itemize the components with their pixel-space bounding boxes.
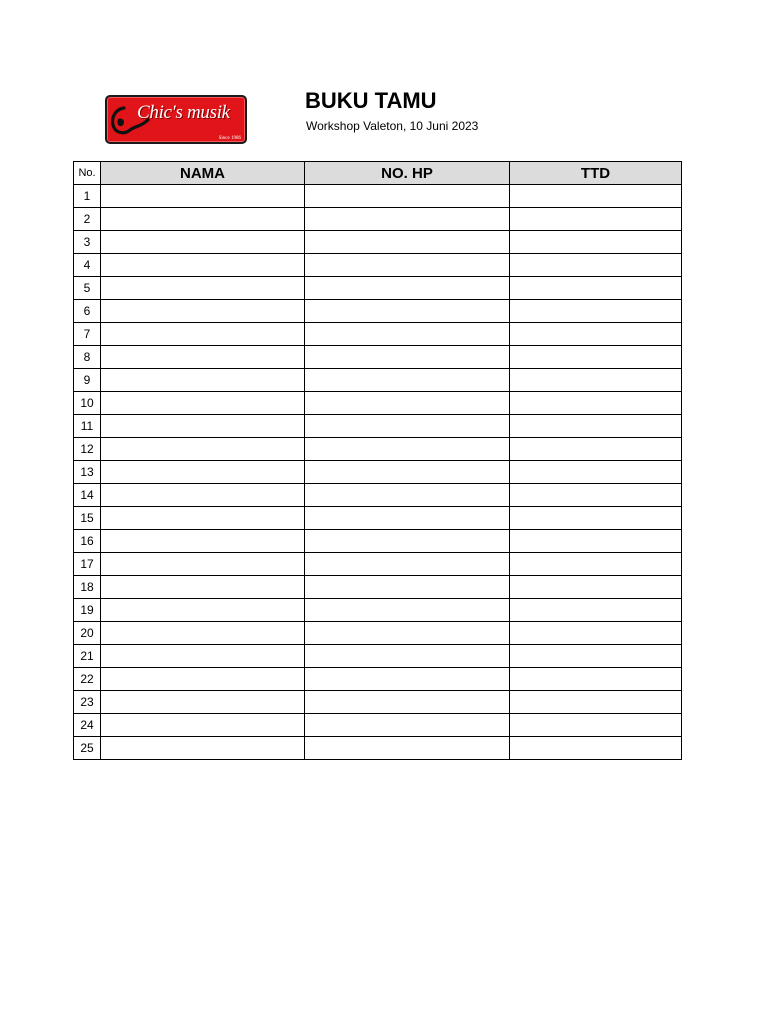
- row-number: 25: [74, 737, 101, 760]
- nama-cell[interactable]: [101, 323, 305, 346]
- nama-cell[interactable]: [101, 599, 305, 622]
- row-number: 3: [74, 231, 101, 254]
- table-row: [74, 461, 682, 484]
- row-number: 11: [74, 415, 101, 438]
- no-hp-cell[interactable]: [305, 668, 510, 691]
- table-row: [74, 346, 682, 369]
- no-hp-cell[interactable]: [305, 392, 510, 415]
- table-row: [74, 507, 682, 530]
- no-hp-cell[interactable]: [305, 208, 510, 231]
- table-row: [74, 599, 682, 622]
- table-row: [74, 392, 682, 415]
- no-hp-cell[interactable]: [305, 461, 510, 484]
- ttd-cell[interactable]: [510, 576, 682, 599]
- no-hp-cell[interactable]: [305, 622, 510, 645]
- ttd-cell[interactable]: [510, 484, 682, 507]
- logo-wordmark: Chic's musik: [137, 102, 230, 123]
- table-row: [74, 668, 682, 691]
- row-number: 5: [74, 277, 101, 300]
- row-number: 19: [74, 599, 101, 622]
- ttd-cell[interactable]: [510, 461, 682, 484]
- row-number: 9: [74, 369, 101, 392]
- row-number: 7: [74, 323, 101, 346]
- no-hp-cell[interactable]: [305, 484, 510, 507]
- logo-since: Since 1986: [218, 136, 241, 141]
- ttd-cell[interactable]: [510, 277, 682, 300]
- table-row: [74, 622, 682, 645]
- nama-cell[interactable]: [101, 300, 305, 323]
- nama-cell[interactable]: [101, 392, 305, 415]
- table-row: [74, 645, 682, 668]
- no-hp-cell[interactable]: [305, 254, 510, 277]
- nama-cell[interactable]: [101, 346, 305, 369]
- ttd-cell[interactable]: [510, 323, 682, 346]
- table-row: [74, 254, 682, 277]
- ttd-cell[interactable]: [510, 346, 682, 369]
- row-number: 2: [74, 208, 101, 231]
- nama-cell[interactable]: [101, 484, 305, 507]
- table-row: [74, 185, 682, 208]
- row-number: 10: [74, 392, 101, 415]
- nama-cell[interactable]: [101, 737, 305, 760]
- ttd-cell[interactable]: [510, 737, 682, 760]
- ttd-cell[interactable]: [510, 438, 682, 461]
- table-row: [74, 277, 682, 300]
- no-hp-cell[interactable]: [305, 530, 510, 553]
- nama-cell[interactable]: [101, 461, 305, 484]
- table-row: [74, 691, 682, 714]
- table-row: [74, 737, 682, 760]
- row-number: 14: [74, 484, 101, 507]
- nama-cell[interactable]: [101, 185, 305, 208]
- column-header-nama: NAMA: [101, 162, 305, 185]
- ttd-cell[interactable]: [510, 254, 682, 277]
- ttd-cell[interactable]: [510, 714, 682, 737]
- row-number: 1: [74, 185, 101, 208]
- table-row: [74, 231, 682, 254]
- ttd-cell[interactable]: [510, 300, 682, 323]
- ttd-cell[interactable]: [510, 668, 682, 691]
- nama-cell[interactable]: [101, 691, 305, 714]
- no-hp-cell[interactable]: [305, 369, 510, 392]
- ttd-cell[interactable]: [510, 369, 682, 392]
- table-row: [74, 553, 682, 576]
- no-hp-cell[interactable]: [305, 645, 510, 668]
- nama-cell[interactable]: [101, 553, 305, 576]
- row-number: 23: [74, 691, 101, 714]
- header-row: [74, 162, 682, 185]
- nama-cell[interactable]: [101, 645, 305, 668]
- no-hp-cell[interactable]: [305, 231, 510, 254]
- nama-cell[interactable]: [101, 438, 305, 461]
- table-row: [74, 300, 682, 323]
- row-number: 21: [74, 645, 101, 668]
- ttd-cell[interactable]: [510, 645, 682, 668]
- nama-cell[interactable]: [101, 415, 305, 438]
- table-row: [74, 714, 682, 737]
- table-row: [74, 369, 682, 392]
- ttd-cell[interactable]: [510, 622, 682, 645]
- column-header-no: No.: [74, 162, 101, 185]
- ttd-cell[interactable]: [510, 185, 682, 208]
- table-row: [74, 576, 682, 599]
- row-number: 8: [74, 346, 101, 369]
- row-number: 6: [74, 300, 101, 323]
- no-hp-cell[interactable]: [305, 346, 510, 369]
- no-hp-cell[interactable]: [305, 300, 510, 323]
- table-row: [74, 208, 682, 231]
- column-header-no-hp: NO. HP: [305, 162, 510, 185]
- ttd-cell[interactable]: [510, 530, 682, 553]
- no-hp-cell[interactable]: [305, 714, 510, 737]
- no-hp-cell[interactable]: [305, 576, 510, 599]
- row-number: 4: [74, 254, 101, 277]
- nama-cell[interactable]: [101, 576, 305, 599]
- no-hp-cell[interactable]: [305, 507, 510, 530]
- ttd-cell[interactable]: [510, 208, 682, 231]
- nama-cell[interactable]: [101, 369, 305, 392]
- ttd-cell[interactable]: [510, 599, 682, 622]
- no-hp-cell[interactable]: [305, 599, 510, 622]
- nama-cell[interactable]: [101, 507, 305, 530]
- row-number: 16: [74, 530, 101, 553]
- page-subtitle: Workshop Valeton, 10 Juni 2023: [306, 119, 479, 133]
- page-title: BUKU TAMU: [305, 88, 437, 113]
- nama-cell[interactable]: [101, 622, 305, 645]
- table-row: [74, 484, 682, 507]
- row-number: 12: [74, 438, 101, 461]
- row-number: 20: [74, 622, 101, 645]
- column-header-ttd: TTD: [510, 162, 682, 185]
- nama-cell[interactable]: [101, 277, 305, 300]
- table-row: [74, 415, 682, 438]
- row-number: 22: [74, 668, 101, 691]
- nama-cell[interactable]: [101, 668, 305, 691]
- row-number: 17: [74, 553, 101, 576]
- no-hp-cell[interactable]: [305, 277, 510, 300]
- row-number: 15: [74, 507, 101, 530]
- row-number: 24: [74, 714, 101, 737]
- nama-cell[interactable]: [101, 231, 305, 254]
- no-hp-cell[interactable]: [305, 553, 510, 576]
- ttd-cell[interactable]: [510, 231, 682, 254]
- no-hp-cell[interactable]: [305, 323, 510, 346]
- ttd-cell[interactable]: [510, 415, 682, 438]
- row-number: 18: [74, 576, 101, 599]
- no-hp-cell[interactable]: [305, 185, 510, 208]
- nama-cell[interactable]: [101, 530, 305, 553]
- nama-cell[interactable]: [101, 254, 305, 277]
- table-row: [74, 438, 682, 461]
- ttd-cell[interactable]: [510, 553, 682, 576]
- ttd-cell[interactable]: [510, 691, 682, 714]
- no-hp-cell[interactable]: [305, 438, 510, 461]
- nama-cell[interactable]: [101, 714, 305, 737]
- no-hp-cell[interactable]: [305, 415, 510, 438]
- no-hp-cell[interactable]: [305, 737, 510, 760]
- ttd-cell[interactable]: [510, 507, 682, 530]
- chics-musik-logo: [105, 95, 247, 144]
- guest-book-table: [73, 161, 682, 760]
- ttd-cell[interactable]: [510, 392, 682, 415]
- nama-cell[interactable]: [101, 208, 305, 231]
- table-row: [74, 530, 682, 553]
- table-row: [74, 323, 682, 346]
- no-hp-cell[interactable]: [305, 691, 510, 714]
- row-number: 13: [74, 461, 101, 484]
